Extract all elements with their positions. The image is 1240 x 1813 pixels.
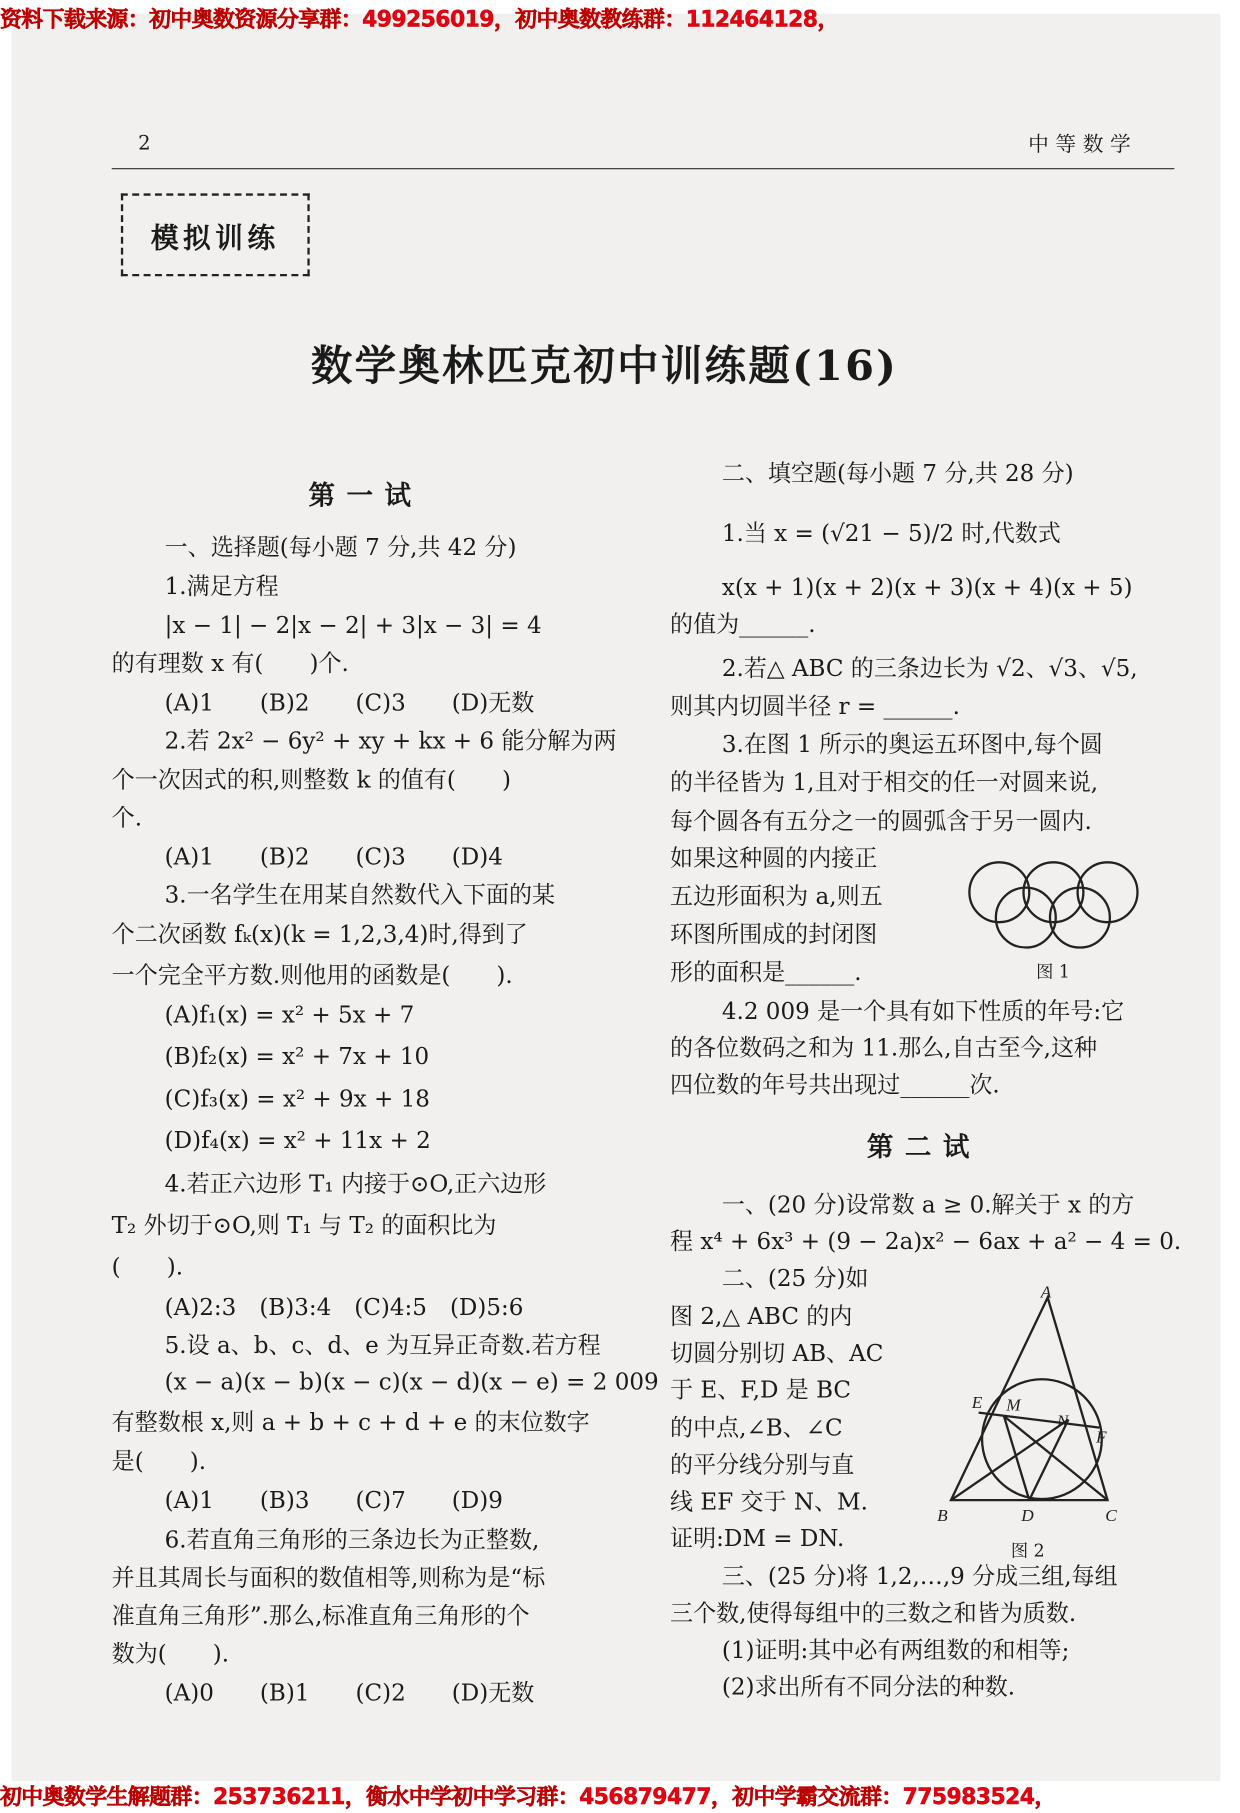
text-line: 有整数根 x,则 a + b + c + d + e 的末位数字 — [111, 1408, 590, 1436]
label-c: C — [1105, 1505, 1117, 1525]
text-line: 线 EF 交于 N、M. — [670, 1487, 868, 1516]
journal-name: 中 等 数 学 — [1028, 132, 1131, 157]
text-line: 3.一名学生在用某自然数代入下面的某 — [164, 880, 556, 909]
text-line: (D)f₄(x) = x² + 11x + 2 — [164, 1125, 431, 1154]
text-line: 则其内切圆半径 r = ______. — [670, 691, 960, 720]
label-d: D — [1021, 1505, 1034, 1525]
label-e: E — [971, 1393, 983, 1413]
header-rule — [112, 168, 1175, 169]
text-line: 二、填空题(每小题 7 分,共 28 分) — [721, 459, 1074, 487]
label-f: F — [1096, 1427, 1107, 1447]
text-line: 2.若△ ABC 的三条边长为 √2、√3、√5, — [721, 653, 1138, 682]
text-line: 一、(20 分)设常数 a ≥ 0.解关于 x 的方 — [721, 1190, 1135, 1219]
text-line: 6.若直角三角形的三条边长为正整数, — [164, 1525, 540, 1554]
text-line: 四位数的年号共出现过______次. — [670, 1070, 1000, 1099]
text-line: (2)求出所有不同分法的种数. — [721, 1672, 1016, 1701]
text-line: 3.在图 1 所示的奥运五环图中,每个圆 — [721, 729, 1103, 758]
text-line: (A)2:3 (B)3:4 (C)4:5 (D)5:6 — [164, 1292, 524, 1321]
ring — [1050, 888, 1110, 948]
text-line: 个一次因式的积,则整数 k 的值有( ) — [111, 765, 511, 794]
text-line: 如果这种圆的内接正 — [670, 843, 878, 872]
article-title: 数学奥林匹克初中训练题(16) — [310, 341, 899, 391]
text-line: 数为( ). — [111, 1639, 230, 1668]
text-line: (B)f₂(x) = x² + 7x + 10 — [164, 1041, 430, 1070]
olympic-rings-figure — [961, 858, 1145, 956]
watermark-bottom: 初中奥数学生解题群：253736211，衡水中学初中学习群：456879477，初中学霸交流群：775983524， — [0, 1784, 1056, 1810]
text-line: 的有理数 x 有( )个. — [111, 649, 349, 677]
text-line: 2.若 2x² − 6y² + xy + kx + 6 能分解为两 — [164, 726, 617, 755]
text-line: (A)1 (B)2 (C)3 (D)无数 — [164, 688, 535, 717]
text-line: 个二次函数 fₖ(x)(k = 1,2,3,4)时,得到了 — [111, 919, 528, 948]
figure1-caption: 图 1 — [1036, 961, 1070, 983]
text-line: 1.当 x = (√21 − 5)/2 时,代数式 — [721, 519, 1061, 547]
text-line: 的各位数码之和为 11.那么,自古至今,这种 — [670, 1033, 1098, 1062]
test1-heading: 第一试 — [308, 480, 423, 512]
text-line: 图 2,△ ABC 的内 — [670, 1302, 853, 1330]
text-line: ( ). — [111, 1252, 184, 1281]
text-line: 是( ). — [111, 1447, 207, 1475]
label-b: B — [937, 1505, 948, 1525]
label-n: N — [1056, 1411, 1069, 1431]
text-line: 环图所围成的封闭图 — [670, 919, 878, 948]
text-line: 并且其周长与面积的数值相等,则称为是“标 — [111, 1563, 546, 1592]
text-line: |x − 1| − 2|x − 2| + 3|x − 3| = 4 — [164, 611, 542, 639]
page-number: 2 — [138, 132, 151, 156]
text-line: 一、选择题(每小题 7 分,共 42 分) — [164, 533, 517, 561]
ring — [996, 888, 1056, 948]
text-line: 形的面积是______. — [670, 957, 862, 986]
text-line: 五边形面积为 a,则五 — [670, 881, 883, 910]
text-line: 证明:DM = DN. — [670, 1524, 845, 1552]
watermark-top: 资料下载来源：初中奥数资源分享群：499256019，初中奥数教练群：112464128， — [0, 6, 839, 33]
text-line: 的中点,∠B、∠C — [670, 1413, 843, 1442]
text-line: (A)0 (B)1 (C)2 (D)无数 — [164, 1678, 535, 1707]
text-line: (C)f₃(x) = x² + 9x + 18 — [164, 1084, 430, 1113]
text-line: 切圆分别切 AB、AC — [670, 1338, 884, 1367]
ring — [969, 862, 1029, 922]
text-line: 的值为______. — [670, 610, 816, 638]
text-line: 的半径皆为 1,且对于相交的任一对圆来说, — [670, 767, 1099, 796]
text-line: 1.满足方程 — [164, 572, 279, 600]
text-line: (1)证明:其中必有两组数的和相等; — [721, 1635, 1070, 1664]
figure2-caption: 图 2 — [1010, 1540, 1045, 1562]
label-m: M — [1006, 1395, 1021, 1415]
text-line: 4.若正六边形 T₁ 内接于⊙O,正六边形 — [164, 1169, 547, 1198]
text-line: (A)1 (B)3 (C)7 (D)9 — [164, 1486, 503, 1514]
text-line: 三个数,使得每组中的三数之和皆为质数. — [670, 1599, 1077, 1627]
text-line: 5.设 a、b、c、d、e 为互异正奇数.若方程 — [164, 1330, 601, 1359]
text-line: 个. — [111, 803, 143, 832]
text-line: T₂ 外切于⊙O,则 T₁ 与 T₂ 的面积比为 — [111, 1211, 497, 1239]
ring — [1078, 862, 1138, 922]
text-line: 三、(25 分)将 1,2,…,9 分成三组,每组 — [721, 1562, 1118, 1590]
text-line: (A)1 (B)2 (C)3 (D)4 — [164, 842, 503, 871]
text-line: 的平分线分别与直 — [670, 1450, 855, 1479]
triangle-figure — [933, 1284, 1129, 1532]
text-line: 二、(25 分)如 — [721, 1264, 869, 1292]
test2-heading: 第二试 — [866, 1131, 981, 1163]
text-line: 程 x⁴ + 6x³ + (9 − 2a)x² − 6ax + a² − 4 = 0. — [670, 1227, 1182, 1255]
section-box: 模拟训练 — [121, 193, 310, 276]
text-line: 每个圆各有五分之一的圆弧含于另一圆内. — [670, 807, 1092, 835]
text-line: 一个完全平方数.则他用的函数是( ). — [111, 961, 513, 989]
ring — [1024, 862, 1084, 922]
text-line: 于 E、F,D 是 BC — [670, 1375, 852, 1404]
text-line: x(x + 1)(x + 2)(x + 3)(x + 4)(x + 5) — [721, 573, 1133, 601]
text-line: 准直角三角形”.那么,标准直角三角形的个 — [111, 1601, 530, 1630]
label-a: A — [1040, 1283, 1052, 1302]
text-line: (x − a)(x − b)(x − c)(x − d)(x − e) = 2 009 — [164, 1367, 659, 1396]
text-line: (A)f₁(x) = x² + 5x + 7 — [164, 1000, 415, 1029]
text-line: 4.2 009 是一个具有如下性质的年号:它 — [721, 997, 1125, 1025]
